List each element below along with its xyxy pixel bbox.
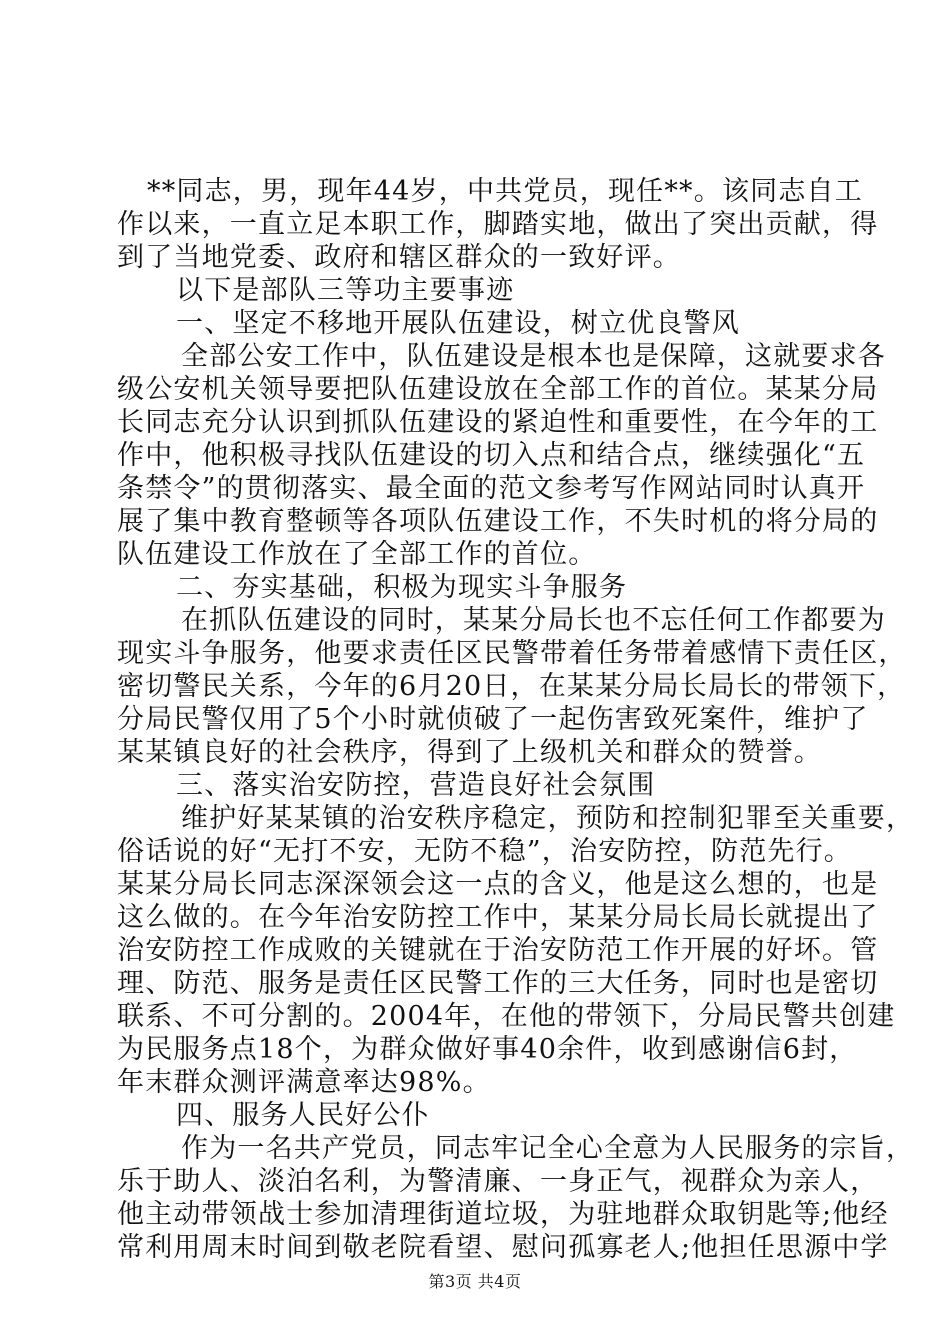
section-heading: 一、坚定不移地开展队伍建设，树立优良警风 <box>176 308 740 339</box>
section-heading: 三、落实治安防控，营造良好社会氛围 <box>176 770 656 801</box>
section-heading: 以下是部队三等功主要事迹 <box>176 275 515 306</box>
page-number-footer: 第3页 共4页 <box>428 1272 522 1291</box>
text-line: 为民服务点18个，为群众做好事40余件，收到感谢信6封， <box>117 1034 858 1065</box>
text-line: 维护好某某镇的治安秩序稳定，预防和控制犯罪至关重要， <box>181 803 915 834</box>
text-line: 到了当地党委、政府和辖区群众的一致好评。 <box>117 242 681 273</box>
text-line: 队伍建设工作放在了全部工作的首位。 <box>117 539 597 570</box>
text-line: 治安防控工作成败的关键就在于治安防范工作开展的好坏。管 <box>117 935 879 966</box>
text-line: 展了集中教育整顿等各项队伍建设工作，不失时机的将分局的 <box>117 506 879 537</box>
text-line: 联系、不可分割的。2004年，在他的带领下，分局民警共创建 <box>117 1001 896 1032</box>
text-line: 条禁令”的贯彻落实、最全面的范文参考写作网站同时认真开 <box>117 473 866 504</box>
text-line: 理、防范、服务是责任区民警工作的三大任务，同时也是密切 <box>117 968 879 999</box>
text-line: 作中，他积极寻找队伍建设的切入点和结合点，继续强化“五 <box>117 440 866 471</box>
section-heading: 四、服务人民好公仆 <box>176 1100 430 1131</box>
text-line: 分局民警仅用了5个小时就侦破了一起伤害致死案件，维护了 <box>117 704 869 735</box>
text-line: 作为一名共产党员，同志牢记全心全意为人民服务的宗旨， <box>181 1133 915 1164</box>
text-line: 作以来，一直立足本职工作，脚踏实地，做出了突出贡献，得 <box>117 209 879 240</box>
text-line: 某某镇良好的社会秩序，得到了上级机关和群众的赞誉。 <box>117 737 822 768</box>
text-line: 年末群众测评满意率达98%。 <box>117 1067 491 1098</box>
text-line: 长同志充分认识到抓队伍建设的紧迫性和重要性，在今年的工 <box>117 407 879 438</box>
text-line: 在抓队伍建设的同时，某某分局长也不忘任何工作都要为 <box>181 605 886 636</box>
section-heading: 二、夯实基础，积极为现实斗争服务 <box>176 572 628 603</box>
text-line: 乐于助人、淡泊名利，为警清廉、一身正气，视群众为亲人， <box>117 1166 879 1197</box>
text-line: **同志，男，现年44岁，中共党员，现任**。该同志自工 <box>147 176 863 207</box>
text-line: 级公安机关领导要把队伍建设放在全部工作的首位。某某分局 <box>117 374 879 405</box>
text-line: 全部公安工作中，队伍建设是根本也是保障，这就要求各 <box>181 341 886 372</box>
text-line: 俗话说的好“无打不安，无防不稳”，治安防控，防范先行。 <box>117 836 853 867</box>
text-line: 现实斗争服务，他要求责任区民警带着任务带着感情下责任区， <box>117 638 907 669</box>
text-line: 他主动带领战士参加清理街道垃圾，为驻地群众取钥匙等;他经 <box>117 1199 889 1230</box>
text-line: 这么做的。在今年治安防控工作中，某某分局长局长就提出了 <box>117 902 879 933</box>
text-line: 密切警民关系，今年的6月20日，在某某分局长局长的带领下， <box>117 671 906 702</box>
text-line: 某某分局长同志深深领会这一点的含义，他是这么想的，也是 <box>117 869 879 900</box>
text-line: 常利用周末时间到敬老院看望、慰问孤寡老人;他担任思源中学 <box>117 1232 889 1263</box>
